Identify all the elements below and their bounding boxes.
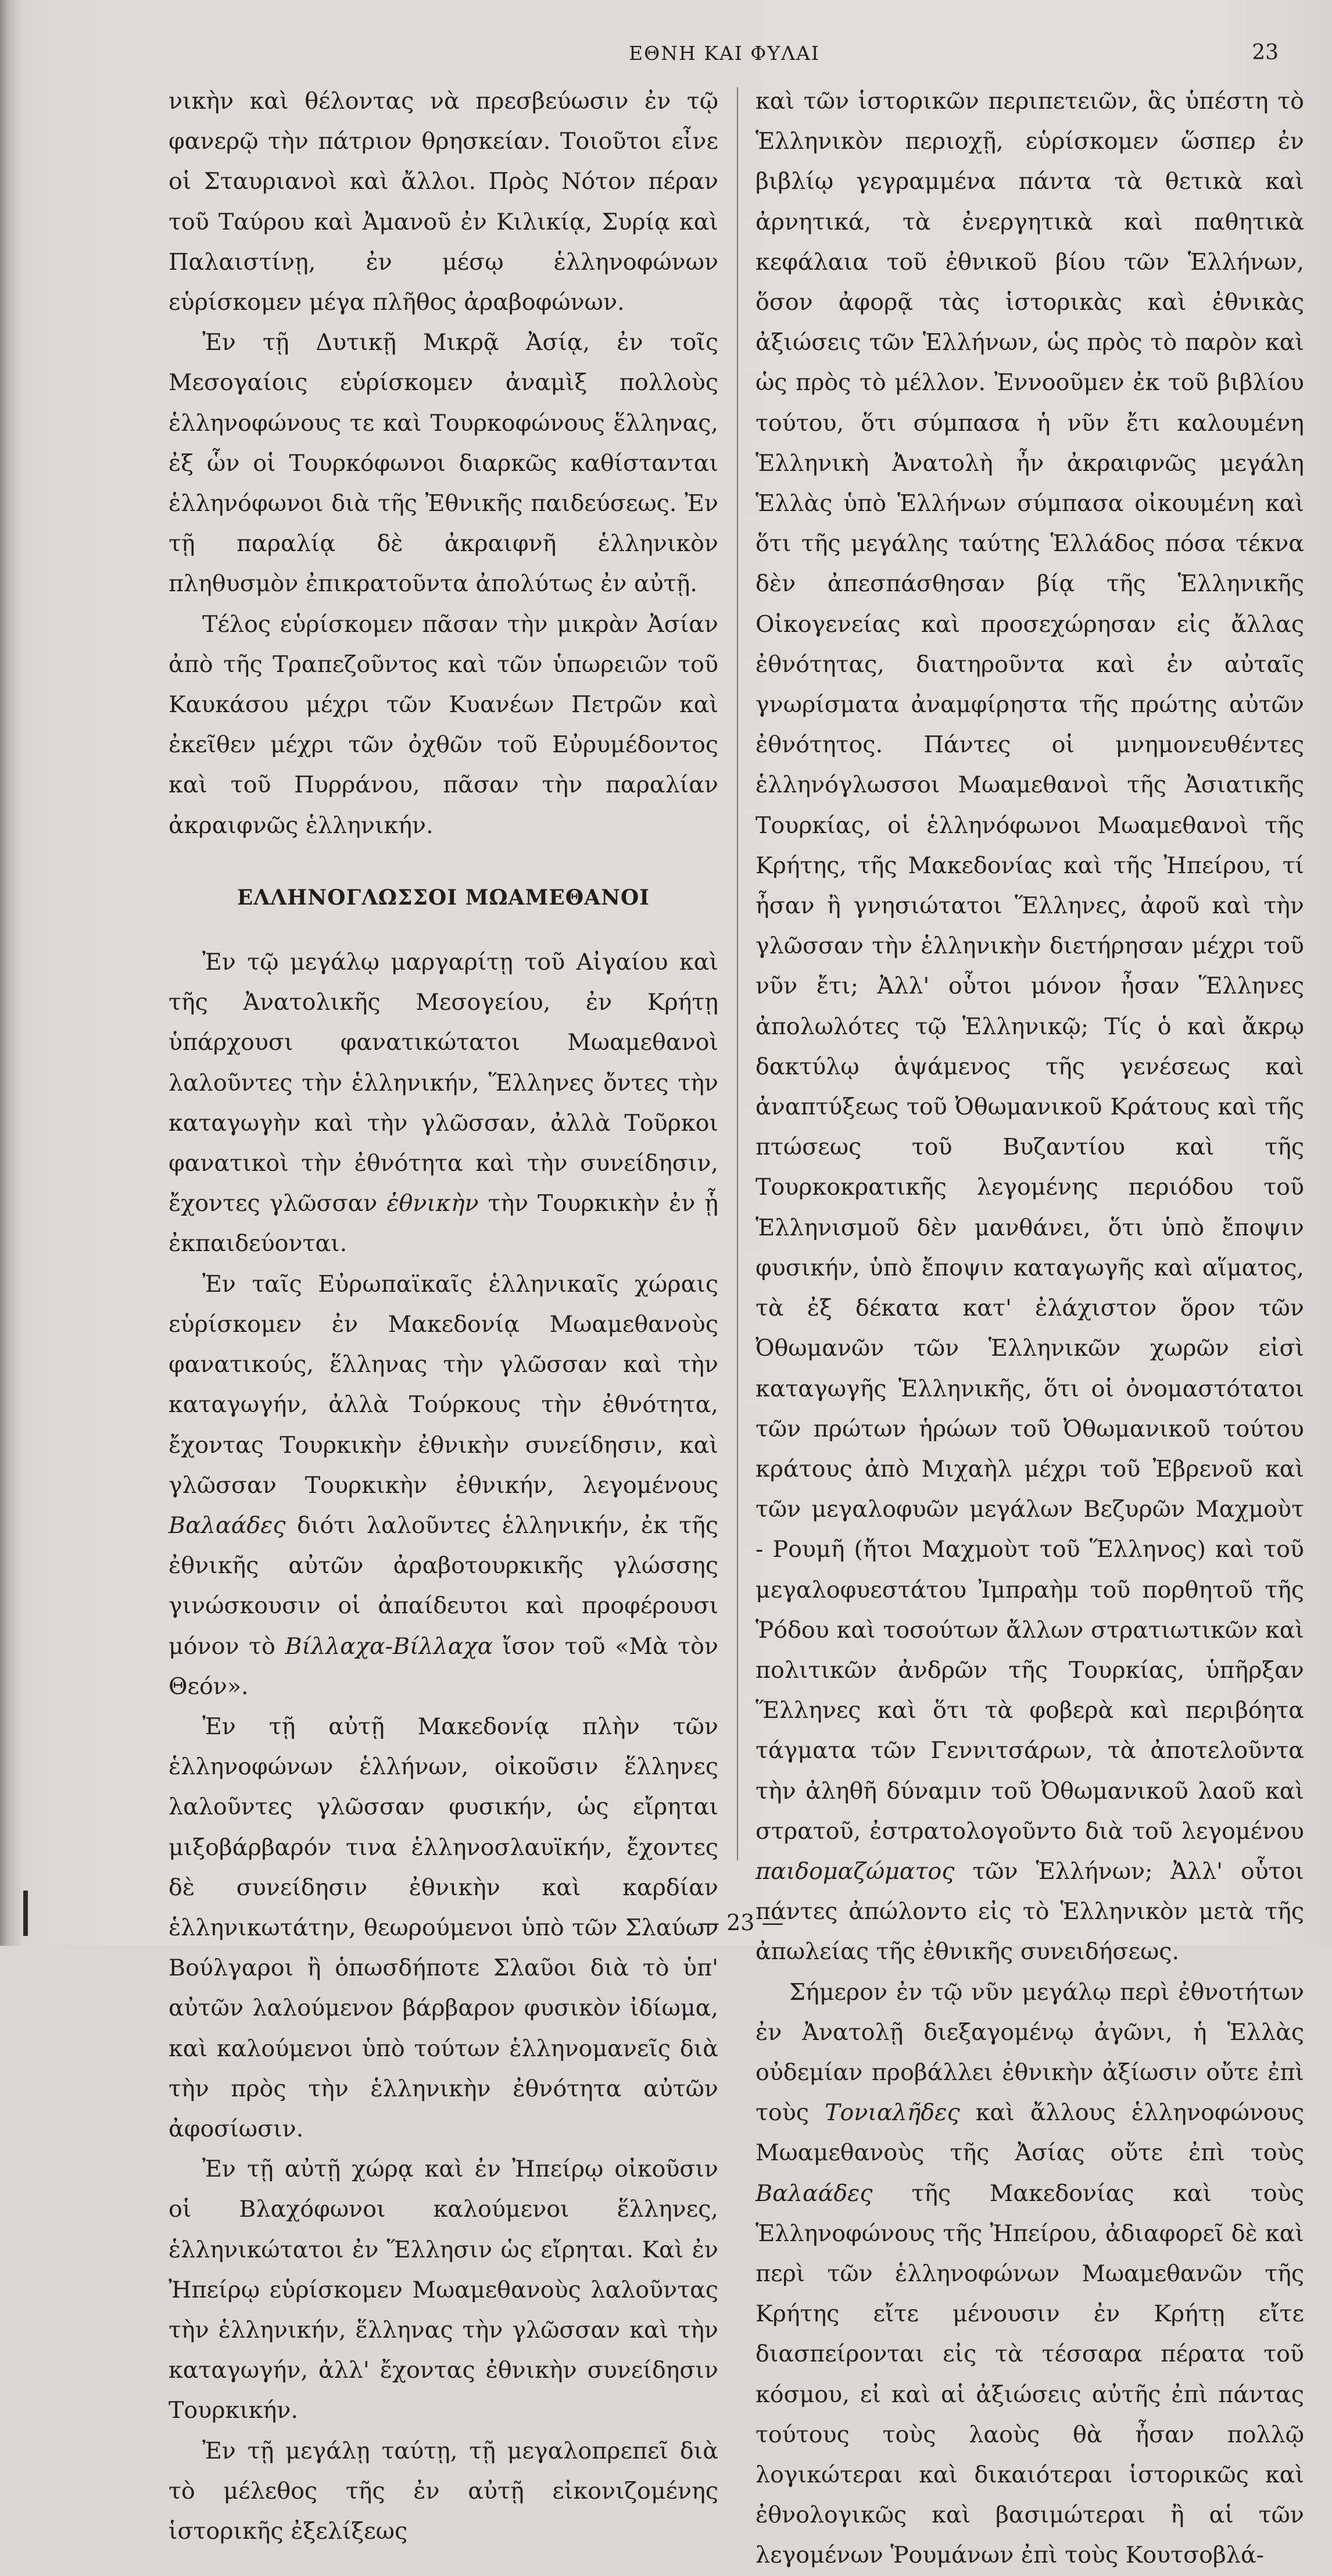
paragraph-text: διότι λαλοῦντες ἑλληνικήν, ἐκ τῆς ἐθνικῆς αὐτῶν ἀραβοτουρκικῆς γλώσσης γινώσκουσιν οἱ ἀπαίδευτοι καὶ προφέρουσι μόνον τὸ bbox=[169, 1512, 718, 1660]
section-heading: ΕΛΛΗΝΟΓΛΩΣΣΟΙ ΜΩΑΜΕΘΑΝΟΙ bbox=[237, 885, 650, 910]
paragraph-text: Ἐν τῇ αὐτῇ Μακεδονίᾳ πλὴν τῶν ἑλληνοφώνων ἑλλήνων, οἰκοῦσιν ἕλληνες λαλοῦντες γλῶσσαν φυσικήν, ὡς εἴρηται μιξοβάρβαρόν τινα ἑλληνοσλαυϊκήν, ἔχοντες δὲ συνείδησιν ἐθνικὴν καὶ καρδίαν ἑλληνικωτάτην, θεωρούμενοι ὑπὸ τῶν Σλαύων Βούλγαροι ἢ ὁπωσδήποτε Σλαῦοι διὰ τὸ ὑπ' αὐτῶν λαλούμενον βάρβαρον φυσικὸν ἰδίωμα, καὶ καλούμενοι ὑπὸ τούτων ἑλληνομανεῖς διὰ τὴν πρὸς τὴν ἑλληνικὴν ἐθνότητα αὐτῶν ἀφοσίωσιν. bbox=[169, 1713, 718, 2142]
paragraph bbox=[169, 323, 718, 604]
page-number-top: 23 bbox=[1252, 41, 1279, 65]
paragraph-text: ἴσον τοῦ «Μὰ τὸν Θεόν». bbox=[169, 1632, 718, 1700]
paragraph bbox=[169, 942, 718, 1264]
italic-term: Βαλαάδες bbox=[169, 1512, 286, 1539]
paragraph-text: καὶ ἄλλους ἑλληνοφώνους Μωαμεθανοὺς τῆς Ἀσίας οὔτε ἐπὶ τοὺς bbox=[755, 2099, 1304, 2167]
paragraph-text: Ἐν τῇ αὐτῇ χώρᾳ καὶ ἐν Ἠπείρῳ οἰκοῦσιν οἱ Βλαχόφωνοι καλούμενοι ἕλληνες, ἑλληνικώτατοι ἐν Ἕλλησιν ὡς εἴρηται. Καὶ ἐν Ἠπείρῳ εὑρίσκομεν Μωαμεθανοὺς λαλοῦντας τὴν ἑλληνικήν, ἕλληνας τὴν γλῶσσαν καὶ τὴν καταγωγήν, ἀλλ' ἔχοντας ἐθνικὴν συνείδησιν Τουρκικήν. bbox=[169, 2156, 718, 2424]
italic-term: Βαλαάδες bbox=[755, 2180, 873, 2207]
right-column bbox=[755, 81, 1304, 2576]
paragraph bbox=[169, 605, 718, 846]
paragraph-text: Ἐν τῷ μεγάλῳ μαργαρίτῃ τοῦ Αἰγαίου καὶ τῆς Ἀνατολικῆς Μεσογείου, ἐν Κρήτῃ ὑπάρχουσι φανατικώτατοι Μωαμεθανοὶ λαλοῦντες τὴν ἑλληνικήν, Ἕλληνες ὄντες τὴν καταγωγὴν καὶ τὴν γλῶσσαν, ἀλλὰ Τοῦρκοι φανατικοὶ τὴν ἐθνότητα καὶ τὴν συνείδησιν, ἔχοντες γλῶσσαν bbox=[169, 949, 718, 1217]
left-column bbox=[169, 81, 718, 2552]
paragraph bbox=[169, 1264, 718, 1707]
paragraph bbox=[755, 1973, 1304, 2576]
paragraph-text: Σήμερον ἐν τῷ νῦν μεγάλῳ περὶ ἐθνοτήτων ἐν Ἀνατολῇ διεξαγομένῳ ἀγῶνι, ἡ Ἑλλὰς οὐδεμίαν προβάλλει ἐθνικὴν ἀξίωσιν οὔτε ἐπὶ τοὺς bbox=[755, 1978, 1304, 2127]
paragraph bbox=[169, 1707, 718, 2149]
paragraph bbox=[755, 81, 1304, 1973]
italic-term: Βίλλαχα-Βίλλαχα bbox=[285, 1632, 493, 1660]
italic-term: παιδομαζώματος bbox=[755, 1857, 955, 1885]
paragraph-text: τὴν Τουρκικὴν ἐν ᾗ ἐκπαιδεύονται. bbox=[169, 1190, 718, 1257]
paragraph-text: νικὴν καὶ θέλοντας νὰ πρεσβεύωσιν ἐν τῷ φανερῷ τὴν πάτριον θρησκείαν. Τοιοῦτοι εἶνε οἱ Σταυριανοὶ καὶ ἄλλοι. Πρὸς Νότον πέραν τοῦ Ταύρου καὶ Ἀμανοῦ ἐν Κιλικίᾳ, Συρίᾳ καὶ Παλαιστίνῃ, ἐν μέσῳ ἑλληνοφώνων εὑρίσκομεν μέγα πλῆθος ἀραβοφώνων. bbox=[169, 88, 718, 316]
margin-mark bbox=[23, 1918, 28, 1936]
paragraph bbox=[169, 2431, 718, 2552]
paragraph-text: Ἐν τῇ μεγάλῃ ταύτῃ, τῇ μεγαλοπρεπεῖ διὰ τὸ μέλεθος τῆς ἐν αὐτῇ εἰκονιζομένης ἱστορικῆς ἐξελίξεως bbox=[169, 2437, 718, 2545]
paragraph-text: Ἐν ταῖς Εὐρωπαϊκαῖς ἑλληνικαῖς χώραις εὑρίσκομεν ἐν Μακεδονίᾳ Μωαμεθανοὺς φανατικούς, ἕλληνας τὴν γλῶσσαν καὶ τὴν καταγωγήν, ἀλλὰ Τούρκους τὴν ἐθνότητα, ἔχοντας Τουρκικὴν ἐθνικὴν συνείδησιν, καὶ γλῶσσαν Τουρκικὴν ἐθνικήν, λεγομένους bbox=[169, 1270, 718, 1499]
page-number-bottom: — 23 — bbox=[697, 1910, 784, 1935]
column-divider bbox=[737, 87, 738, 1860]
margin-mark bbox=[23, 1891, 28, 1920]
paragraph-text: Τέλος εὑρίσκομεν πᾶσαν τὴν μικρὰν Ἀσίαν ἀπὸ τῆς Τραπεζοῦντος καὶ τῶν ὑπωρειῶν τοῦ Καυκάσου μέχρι τῶν Κυανέων Πετρῶν καὶ ἐκεῖθεν μέχρι τῶν ὀχθῶν τοῦ Εὐρυμέδοντος καὶ τοῦ Πυρράνου, πᾶσαν τὴν παραλίαν ἀκραιφνῶς ἑλληνικήν. bbox=[169, 610, 718, 839]
italic-term: Τονιαλῆδες bbox=[825, 2099, 960, 2127]
paragraph-text: καὶ τῶν ἱστορικῶν περιπετειῶν, ἃς ὑπέστη τὸ Ἑλληνικὸν περιοχῇ, εὑρίσκομεν ὥσπερ ἐν βιβλίῳ γεγραμμένα πάντα τὰ θετικὰ καὶ ἀρνητικά, τὰ ἐνεργητικὰ καὶ παθητικὰ κεφάλαια τοῦ ἐθνικοῦ βίου τῶν Ἑλλήνων, ὅσον ἀφορᾷ τὰς ἱστορικὰς καὶ ἐθνικὰς ἀξιώσεις τῶν Ἑλλήνων, ὡς πρὸς τὸ παρὸν καὶ ὡς πρὸς τὸ μέλλον. Ἐννοοῦμεν ἐκ τοῦ βιβλίου τούτου, ὅτι σύμπασα ἡ νῦν ἔτι καλουμένη Ἑλληνικὴ Ἀνατολὴ ἦν ἀκραιφνῶς μεγάλη Ἑλλὰς ὑπὸ Ἑλλήνων σύμπασα οἰκουμένη καὶ ὅτι τῆς μεγάλης ταύτης Ἑλλάδος πόσα τέκνα δὲν ἀπεσπάσθησαν βίᾳ τῆς Ἑλληνικῆς Οἰκογενείας καὶ προσεχώρησαν εἰς ἄλλας ἐθνότητας, διατηροῦντα καὶ ἐν αὐταῖς γνωρίσματα ἀναμφίρηστα τῆς πρώτης αὐτῶν ἐθνότητος. Πάντες οἱ μνημονευθέντες ἑλληνόγλωσσοι Μωαμεθανοὶ τῆς Ἀσιατικῆς Τουρκίας, οἱ ἑλληνόφωνοι Μωαμεθανοὶ τῆς Κρήτης, τῆς Μακεδονίας καὶ τῆς Ἠπείρου, τί ἦσαν ἢ γνησιώτατοι Ἕλληνες, ἀφοῦ καὶ τὴν γλῶσσαν τὴν ἑλληνικὴν διετήρησαν μέχρι τοῦ νῦν ἔτι; Ἀλλ' οὗτοι μόνον ἦσαν Ἕλληνες ἀπολωλότες τῷ Ἑλληνικῷ; Τίς ὁ καὶ ἄκρῳ δακτύλῳ ἁψάμενος τῆς γενέσεως καὶ ἀναπτύξεως τοῦ Ὀθωμανικοῦ Κράτους καὶ τῆς πτώσεως τοῦ Βυζαντίου καὶ τῆς Τουρκοκρατικῆς λεγομένης περιόδου τοῦ Ἑλληνισμοῦ δὲν μανθάνει, ὅτι ὑπὸ ἔποψιν φυσικήν, ὑπὸ ἔποψιν καταγωγῆς καὶ αἵματος, τὰ ἐξ δέκατα κατ' ἐλάχιστον ὅρον τῶν Ὀθωμανῶν τῶν Ἑλληνικῶν χωρῶν εἰσὶ καταγωγῆς Ἑλληνικῆς, ὅτι οἱ ὀνομαστότατοι τῶν πρώτων ἡρώων τοῦ Ὀθωμανικοῦ τούτου κράτους ἀπὸ Μιχαὴλ μέχρι τοῦ Ἐβρενοῦ καὶ τῶν μεγαλοφυῶν μεγάλων Βεζυρῶν Μαχμοὺτ - Ρουμῆ (ἤτοι Μαχμοὺτ τοῦ Ἕλληνος) καὶ τοῦ μεγαλοφυεστάτου Ἰμπραὴμ τοῦ πορθητοῦ τῆς Ῥόδου καὶ τοσούτων ἄλλων στρατιωτικῶν καὶ πολιτικῶν ἀνδρῶν τῆς Τουρκίας, ὑπῆρξαν Ἕλληνες καὶ ὅτι τὰ φοβερὰ καὶ περιβόητα τάγματα τῶν Γεννιτσάρων, τὰ ἀποτελοῦντα τὴν ἀληθῆ δύναμιν τοῦ Ὀθωμανικοῦ λαοῦ καὶ στρατοῦ, ἐστρατολογοῦντο διὰ τοῦ λεγομένου bbox=[755, 88, 1304, 1845]
paragraph-text: τῶν Ἑλλήνων; Ἀλλ' οὗτοι πάντες ἀπώλοντο εἰς τὸ Ἑλληνικὸν μετὰ τῆς ἀπωλείας τῆς ἐθνικῆς συνειδήσεως. bbox=[755, 1857, 1304, 1966]
paragraph bbox=[169, 81, 718, 323]
running-title: ΕΘΝΗ ΚΑΙ ΦΥΛΑΙ bbox=[629, 42, 820, 65]
paragraph bbox=[169, 2149, 718, 2431]
italic-term: ἐθνικὴν bbox=[386, 1190, 479, 1217]
paragraph-text: τῆς Μακεδονίας καὶ τοὺς Ἑλληνοφώνους τῆς Ἠπείρου, ἀδιαφορεῖ δὲ καὶ περὶ τῶν ἑλληνοφώνων Μωαμεθανῶν τῆς Κρήτης εἴτε μένουσιν ἐν Κρήτῃ εἴτε διασπείρονται εἰς τὰ τέσσαρα πέρατα τοῦ κόσμου, εἰ καὶ αἱ ἀξιώσεις αὐτῆς ἐπὶ πάντας τούτους τοὺς λαοὺς θὰ ἦσαν πολλῷ λογικώτεραι καὶ δικαιότεραι ἱστορικῶς καὶ ἐθνολογικῶς καὶ βασιμώτεραι ἢ αἱ τῶν λεγομένων Ῥουμάνων ἐπὶ τοὺς Κουτσοβλά- bbox=[755, 2180, 1304, 2569]
paragraph-text: Ἐν τῇ Δυτικῇ Μικρᾷ Ἀσίᾳ, ἐν τοῖς Μεσογαίοις εὑρίσκομεν ἀναμὶξ πολλοὺς ἑλληνοφώνους τε καὶ Τουρκοφώνους ἕλληνας, ἐξ ὧν οἱ Τουρκόφωνοι διαρκῶς καθίστανται ἑλληνόφωνοι διὰ τῆς Ἐθνικῆς παιδεύσεως. Ἐν τῇ παραλίᾳ δὲ ἀκραιφνῆ ἑλληνικὸν πληθυσμὸν ἐπικρατοῦντα ἀπολύτως ἐν αὐτῇ. bbox=[169, 329, 718, 598]
